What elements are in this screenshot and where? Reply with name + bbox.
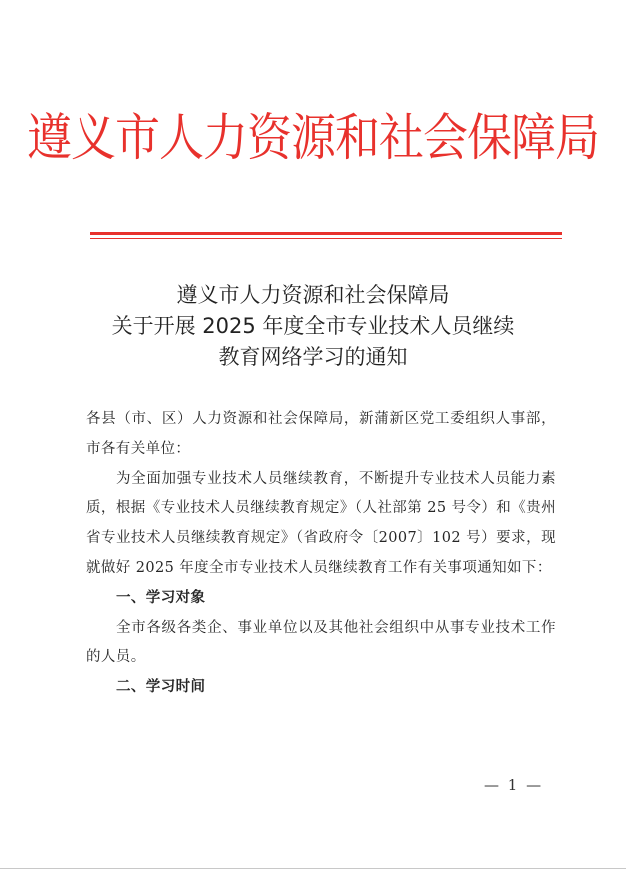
- title-line-1: 遵义市人力资源和社会保障局: [176, 283, 450, 307]
- page-bottom-edge: [0, 868, 626, 869]
- recipients-paragraph: 各县（市、区）人力资源和社会保障局，新蒲新区党工委组织人事部，市各有关单位：: [86, 411, 556, 457]
- section-1-paragraph: 全市各级各类企、事业单位以及其他社会组织中从事专业技术工作的人员。: [86, 619, 556, 666]
- page-number: — 1 —: [484, 776, 544, 794]
- document-title: [0, 280, 626, 373]
- letterhead-rule-thick: [90, 232, 562, 235]
- letterhead-rule-thin: [90, 238, 562, 239]
- section-1-heading: 一、学习对象: [116, 589, 206, 606]
- intro-paragraph: 为全面加强专业技术人员继续教育，不断提升专业技术人员能力素质，根据《专业技术人员继续教育规定》（人社部第 25 号令）和《贵州省专业技术人员继续教育规定》（省政府令〔2007〕102 号）要求，现就做好 2025 年度全市专业技术人员继续教育工作有关事项通知如下：: [86, 470, 556, 576]
- title-line-2: 关于开展 2025 年度全市专业技术人员继续: [111, 314, 515, 338]
- document-body: [86, 405, 556, 703]
- title-line-3: 教育网络学习的通知: [218, 345, 408, 369]
- section-2-heading: 二、学习时间: [116, 679, 206, 696]
- letterhead-title: 遵义市人力资源和社会保障局: [26, 107, 599, 168]
